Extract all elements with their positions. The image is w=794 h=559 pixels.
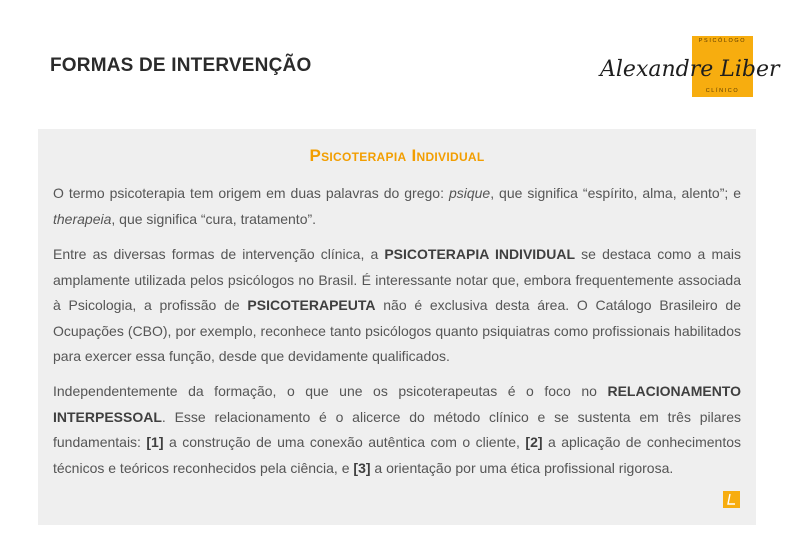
section-title: Psicoterapia Individual	[309, 146, 485, 165]
logo-mark-icon	[723, 491, 740, 508]
brand-logo	[596, 34, 780, 98]
content-card	[38, 129, 756, 525]
paragraph-intervention: Entre as diversas formas de intervenção clínica, a PSICOTERAPIA INDIVIDUAL se destaca como a mais amplamente utilizada pelos psicólogos no Brasil. É interessante notar que, embora frequentemente associada à Psicologia, a profissão de PSICOTERAPEUTA não é exclusiva desta área. O Catálogo Brasileiro de Ocupações (CBO), por exemplo, reconhece tanto psicólogos quanto psiquiatras como profissionais habilitados para exercer essa função, desde que devidamente qualificados.	[53, 246, 741, 365]
logo-bottom-text: CLÍNICO	[705, 88, 740, 94]
paragraph-relationship: Independentemente da formação, o que une os psicoterapeutas é o foco no RELACIONAMENTO INTERPESSOAL. Esse relacionamento é o alicerce do método clínico e se sustenta em três pilares fundamentais: [1] a construção de uma conexão autêntica com o cliente, [2] a aplicação de conhecimentos técnicos e teóricos reconhecidos pela ciência, e [3] a orientação por uma ética profissional rigorosa.	[53, 383, 741, 476]
logo-signature-text: Alexandre Liber	[600, 57, 780, 82]
logo-signature	[600, 46, 780, 90]
page-title: FORMAS DE INTERVENÇÃO	[50, 55, 312, 76]
paragraph-origin: O termo psicoterapia tem origem em duas palavras do grego: psique, que significa “espírito, alma, alento”; e therapeia, que significa “cura, tratamento”.	[53, 185, 741, 227]
logo-top-text: PSICÓLOGO	[698, 38, 747, 44]
